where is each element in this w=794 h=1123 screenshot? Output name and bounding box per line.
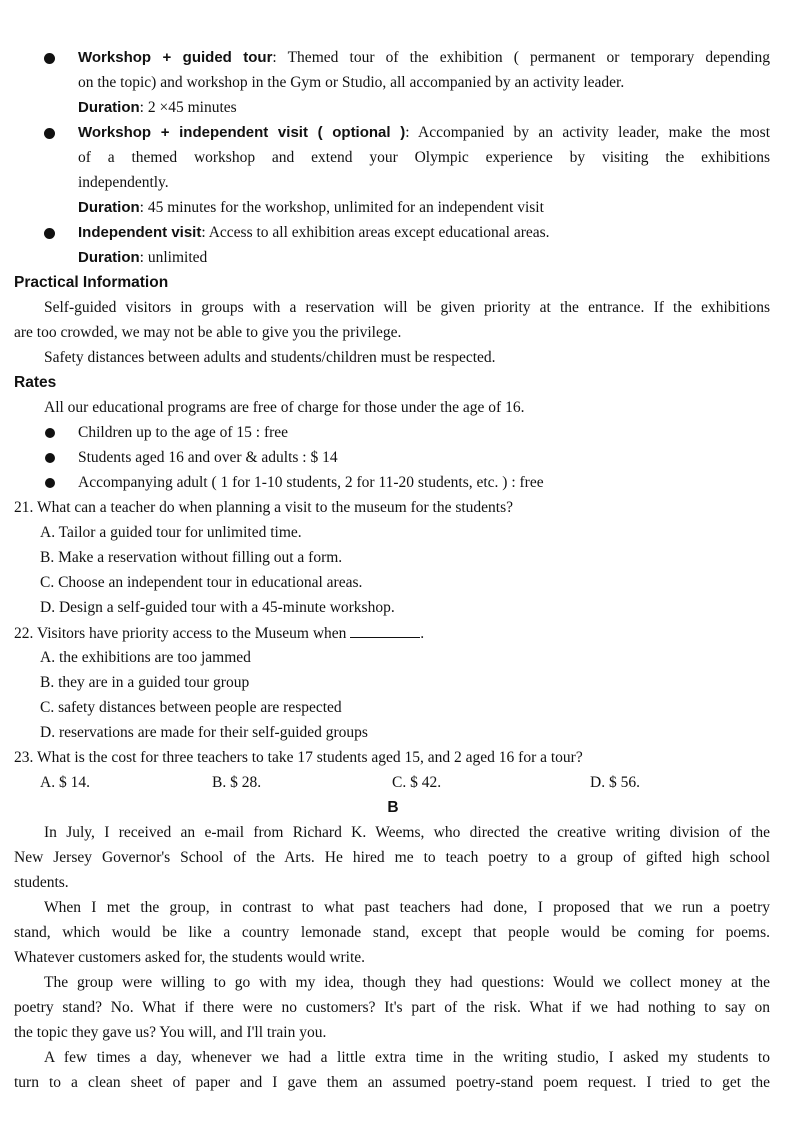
program-2-title: Workshop + independent visit ( optional ) — [78, 124, 406, 141]
program-2-line-2: of a themed workshop and extend your Olympic experience by visiting the exhibitions — [78, 149, 770, 166]
question-23-option-d: D. $ 56. — [590, 774, 640, 791]
program-1-line-2: on the topic) and workshop in the Gym or Studio, all accompanied by an activity leader. — [78, 74, 625, 91]
question-21-option-c: C. Choose an independent tour in educational areas. — [40, 574, 363, 591]
program-3-duration: Duration: unlimited — [78, 249, 208, 266]
question-22-option-c: C. safety distances between people are respected — [40, 699, 342, 716]
passage-line-7: The group were willing to go with my idea, though they had questions: Would we collect money at the — [44, 974, 770, 991]
bullet-icon — [44, 53, 55, 64]
practical-line-3: Safety distances between adults and students/children must be respected. — [44, 349, 496, 366]
passage-line-8: poetry stand? No. What if there were no customers? It's part of the risk. What if we had nothing to say on — [14, 999, 770, 1016]
question-23-option-b: B. $ 28. — [212, 774, 262, 791]
rates-heading: Rates — [14, 374, 57, 391]
question-22-option-b: B. they are in a guided tour group — [40, 674, 250, 691]
program-1-line-1: Workshop + guided tour: Themed tour of the exhibition ( permanent or temporary depending — [78, 49, 770, 66]
rates-item-1: Children up to the age of 15 : free — [78, 424, 289, 441]
passage-line-11: turn to a clean sheet of paper and I gave them an assumed poetry-stand poem request. I tried to get the — [14, 1074, 770, 1091]
rates-intro: All our educational programs are free of charge for those under the age of 16. — [44, 399, 525, 416]
rates-item-3: Accompanying adult ( 1 for 1-10 students, 2 for 11-20 students, etc. ) : free — [78, 474, 544, 491]
program-2-line-1: Workshop + independent visit ( optional ): Accompanied by an activity leader, make the most — [78, 124, 770, 141]
question-23-option-c: C. $ 42. — [392, 774, 442, 791]
bullet-icon — [44, 228, 55, 239]
question-22-option-d: D. reservations are made for their self-guided groups — [40, 724, 368, 741]
passage-line-6: Whatever customers asked for, the students would write. — [14, 949, 366, 966]
question-22-option-a: A. the exhibitions are too jammed — [40, 649, 251, 666]
question-21-option-a: A. Tailor a guided tour for unlimited time. — [40, 524, 302, 541]
bullet-icon — [45, 428, 55, 438]
question-21-option-d: D. Design a self-guided tour with a 45-minute workshop. — [40, 599, 395, 616]
question-21-stem: 21. What can a teacher do when planning a visit to the museum for the students? — [14, 499, 514, 516]
question-23-stem: 23. What is the cost for three teachers to take 17 students aged 15, and 2 aged 16 for a tour? — [14, 749, 583, 766]
passage-line-5: stand, which would be like a country lemonade stand, except that people would be coming for poems. — [14, 924, 770, 941]
program-2-duration: Duration: 45 minutes for the workshop, unlimited for an independent visit — [78, 199, 544, 216]
rates-item-2: Students aged 16 and over & adults : $ 14 — [78, 449, 338, 466]
program-1-title: Workshop + guided tour — [78, 49, 273, 66]
practical-line-2: are too crowded, we may not be able to give you the privilege. — [14, 324, 402, 341]
bullet-icon — [45, 453, 55, 463]
program-2-line-3: independently. — [78, 174, 169, 191]
practical-line-1: Self-guided visitors in groups with a reservation will be given priority at the entrance. If the exhibitions — [44, 299, 770, 316]
bullet-icon — [45, 478, 55, 488]
passage-line-4: When I met the group, in contrast to what past teachers had done, I proposed that we run a poetry — [44, 899, 770, 916]
bullet-icon — [44, 128, 55, 139]
answer-blank — [350, 623, 420, 638]
passage-line-9: the topic they gave us? You will, and I'll train you. — [14, 1024, 327, 1041]
passage-line-3: students. — [14, 874, 69, 891]
question-22-stem: 22. Visitors have priority access to the Museum when . — [14, 625, 425, 642]
practical-heading: Practical Information — [14, 274, 169, 291]
passage-line-10: A few times a day, whenever we had a little extra time in the writing studio, I asked my students to — [44, 1049, 770, 1066]
passage-line-1: In July, I received an e-mail from Richard K. Weems, who directed the creative writing division of the — [44, 824, 770, 841]
question-23-option-a: A. $ 14. — [40, 774, 90, 791]
program-1-duration: Duration: 2 ×45 minutes — [78, 99, 237, 116]
program-3-title: Independent visit — [78, 224, 202, 241]
program-3-line-1: Independent visit: Access to all exhibition areas except educational areas. — [78, 224, 550, 241]
section-b-label: B — [387, 799, 399, 816]
passage-line-2: New Jersey Governor's School of the Arts. He hired me to teach poetry to a group of gifted high school — [14, 849, 770, 866]
question-21-option-b: B. Make a reservation without filling out a form. — [40, 549, 343, 566]
